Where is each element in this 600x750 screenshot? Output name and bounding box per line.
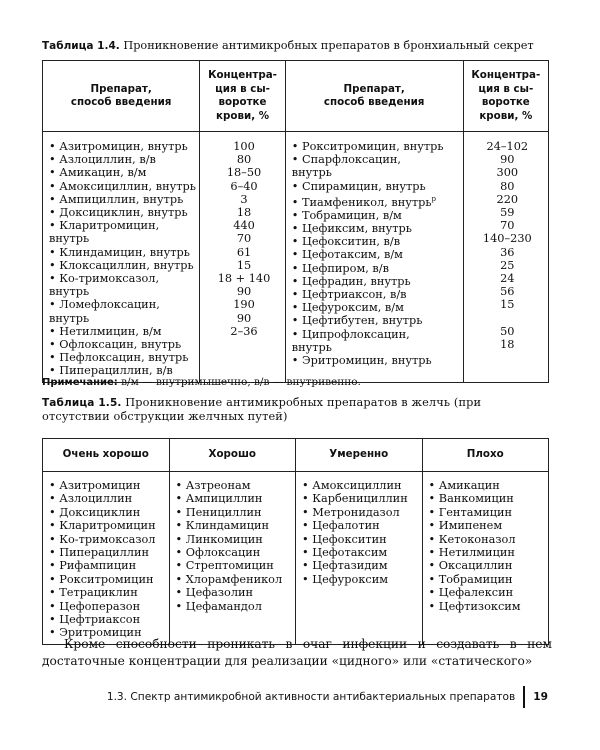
table-1-5 bbox=[42, 438, 549, 645]
drug-item: • Нетилмицин bbox=[428, 546, 515, 560]
concentration-value: 80 bbox=[236, 153, 252, 167]
drug-item: • Доксициклин bbox=[49, 505, 141, 519]
table-label: Таблица 1.5. bbox=[42, 397, 122, 409]
divider bbox=[523, 686, 525, 708]
column-header: Очень хорошо bbox=[43, 439, 170, 472]
drug-item: • Цефамандол bbox=[175, 599, 262, 613]
drug-item: • Ципрофлоксацин, внутрь bbox=[291, 327, 410, 354]
drug-name: Азитромицин bbox=[59, 479, 141, 492]
drug-name: Кларитромицин bbox=[59, 519, 156, 533]
drug-item: • Хлорамфеникол bbox=[175, 572, 283, 586]
concentration-value: 70 bbox=[500, 219, 515, 233]
drug-name: Амоксициллин, внутрь bbox=[59, 179, 196, 193]
concentration-value: 61 bbox=[236, 245, 252, 259]
column-items bbox=[169, 472, 296, 645]
drug-name: Цефтибутен, внутрь bbox=[301, 314, 423, 328]
drug-item: • Офлоксацин, внутрь bbox=[49, 338, 182, 352]
table-1-4-caption bbox=[42, 39, 552, 53]
drug-item: • Цефрадин, внутрь bbox=[291, 274, 411, 288]
drug-item: • Имипенем bbox=[428, 519, 503, 533]
drug-name: Ванкомицин bbox=[438, 492, 514, 506]
drug-name: Цефтизоксим bbox=[438, 599, 521, 613]
drug-name: Амикацин bbox=[438, 479, 500, 492]
concentration-value: 59 bbox=[500, 206, 515, 220]
drug-name: Цефрадин, внутрь bbox=[301, 274, 411, 288]
drug-name: Тетрациклин bbox=[59, 586, 138, 600]
drug-item: • Офлоксацин bbox=[175, 546, 261, 560]
concentration-value: 18–50 bbox=[226, 166, 262, 180]
drug-name: Ампициллин, внутрь bbox=[59, 192, 184, 206]
table-note bbox=[42, 376, 361, 388]
concentration-value: 24–102 bbox=[486, 140, 529, 153]
body-paragraph: Кроме способности проникать в очаг инфекции и создавать в нем достаточные концентрации для реализации «цидного» или «статического» bbox=[42, 637, 552, 668]
drug-item: • Кетоконазол bbox=[428, 532, 516, 546]
drug-item: • Амоксициллин bbox=[302, 479, 402, 492]
drug-name: Тобрамицин bbox=[438, 572, 513, 586]
drug-item: • Ломефлоксацин, внутрь bbox=[49, 298, 160, 325]
concentration-value: 15 bbox=[500, 298, 515, 312]
drug-item: • Цефтриаксон, в/в bbox=[291, 288, 407, 301]
drug-name: Цефоперазон bbox=[59, 599, 141, 613]
drug-names-left bbox=[43, 132, 200, 383]
drug-item: • Цефтибутен, внутрь bbox=[291, 314, 423, 328]
drug-name: Тиамфеникол, внутрь bbox=[301, 195, 432, 209]
concentration-value: 80 bbox=[500, 179, 515, 193]
drug-item: • Амикацин, в/м bbox=[49, 166, 147, 180]
drug-name: Доксициклин bbox=[59, 505, 141, 519]
column-items bbox=[422, 472, 549, 645]
concentration-value: 6–40 bbox=[230, 179, 258, 193]
drug-name: Цефуроксим bbox=[312, 572, 389, 586]
drug-name: Рифампицин bbox=[59, 559, 137, 573]
drug-name: Хлорамфеникол bbox=[185, 572, 283, 586]
drug-name: Стрептомицин bbox=[185, 559, 274, 573]
footnote-mark: р bbox=[431, 194, 437, 203]
drug-name: Азитромицин, внутрь bbox=[59, 140, 188, 153]
concentration-value: 440 bbox=[233, 219, 255, 233]
drug-name: Цефалотин bbox=[312, 519, 380, 533]
drug-name: Эритромицин bbox=[59, 626, 142, 640]
drug-name: Ампициллин bbox=[185, 492, 263, 506]
drug-name: Метронидазол bbox=[312, 505, 400, 519]
drug-name: Карбенициллин bbox=[312, 492, 408, 506]
concentrations-left bbox=[200, 132, 285, 383]
drug-item: • Тобрамицин, в/м bbox=[291, 208, 402, 222]
drug-name: Тобрамицин, в/м bbox=[301, 208, 402, 222]
concentration-value: 220 bbox=[496, 192, 519, 206]
drug-item: • Ампициллин bbox=[175, 492, 263, 506]
drug-item: • Азитромицин, внутрь bbox=[49, 140, 188, 153]
drug-name: Цефалексин bbox=[438, 586, 514, 600]
drug-item: • Цефотаксим bbox=[302, 546, 388, 560]
drug-name: Ко-тримоксазол bbox=[59, 532, 156, 546]
concentration-value: 90 bbox=[236, 311, 252, 325]
drug-item: • Цефотаксим, в/м bbox=[291, 248, 403, 262]
drug-item: • Тиамфеникол, внутрь$^р$ bbox=[291, 194, 437, 209]
note-text: в/м — внутримышечно, в/в — внутривенно. bbox=[117, 376, 361, 388]
drug-name: Кларитромицин, внутрь bbox=[49, 219, 160, 246]
drug-item: • Азитромицин bbox=[49, 479, 141, 492]
drug-name: Цефуроксим, в/м bbox=[301, 301, 404, 315]
concentration-value: 24 bbox=[500, 272, 515, 286]
drug-item: • Рокситромицин bbox=[49, 572, 154, 586]
drug-name: Амикацин, в/м bbox=[59, 166, 147, 180]
concentration-value: 36 bbox=[500, 245, 515, 259]
concentration-value: 18 bbox=[500, 338, 515, 352]
drug-item: • Кларитромицин, внутрь bbox=[49, 219, 160, 246]
drug-name: Спарфлоксацин, внутрь bbox=[291, 153, 401, 180]
drug-item: • Цефалотин bbox=[302, 519, 380, 533]
column-header: Плохо bbox=[422, 439, 549, 472]
drug-name: Спирамицин, внутрь bbox=[301, 179, 426, 193]
drug-item: • Спирамицин, внутрь bbox=[291, 179, 426, 193]
concentration-value: 190 bbox=[233, 298, 255, 312]
concentration-value: 100 bbox=[233, 140, 255, 153]
column-header: Концентра- ция в сы- воротке крови, % bbox=[200, 61, 285, 132]
drug-item: • Пиперациллин, в/в bbox=[49, 364, 173, 378]
table-title: Проникновение антимикробных препаратов в желчь (при отсутствии обструкции желчных путей) bbox=[42, 396, 482, 423]
concentration-value: 50 bbox=[500, 324, 515, 338]
column-header: Препарат, способ введения bbox=[285, 61, 463, 132]
drug-name: Эритромицин, внутрь bbox=[301, 354, 432, 368]
drug-item: • Клоксациллин, внутрь bbox=[49, 258, 194, 272]
concentration-value: 90 bbox=[236, 285, 252, 299]
note-label: Примечание: bbox=[42, 377, 118, 388]
drug-item: • Пиперациллин bbox=[49, 546, 150, 560]
concentration-value: 3 bbox=[240, 192, 248, 206]
drug-name: Цефтазидим bbox=[312, 559, 388, 573]
drug-item: • Спарфлоксацин, внутрь bbox=[291, 153, 401, 180]
drug-item: • Ко-тримоксазол, внутрь bbox=[49, 272, 160, 299]
drug-name: Пиперациллин, в/в bbox=[59, 364, 173, 378]
drug-name: Линкомицин bbox=[185, 532, 263, 546]
concentration-value: 18 bbox=[236, 206, 252, 220]
concentration-value: 2–36 bbox=[230, 324, 258, 338]
drug-name: Азлоциллин bbox=[59, 492, 133, 506]
concentration-value: 56 bbox=[500, 285, 515, 299]
drug-name: Кетоконазол bbox=[438, 532, 516, 546]
drug-item: • Клиндамицин, внутрь bbox=[49, 245, 190, 259]
table-1-5-caption bbox=[42, 396, 552, 424]
drug-name: Цефокситин, в/в bbox=[301, 235, 401, 249]
drug-item: • Цефокситин bbox=[302, 532, 387, 546]
column-header: Концентра- ция в сы- воротке крови, % bbox=[463, 61, 548, 132]
drug-item: • Азлоциллин bbox=[49, 492, 133, 506]
drug-name: Цефотаксим, в/м bbox=[301, 248, 403, 262]
drug-item: • Рифампицин bbox=[49, 559, 137, 573]
drug-name: Рокситромицин bbox=[59, 572, 154, 586]
page-footer bbox=[107, 686, 548, 708]
drug-name: Нетилмицин bbox=[438, 546, 515, 560]
table-1-4 bbox=[42, 60, 549, 383]
drug-item: • Цефазолин bbox=[175, 586, 254, 600]
page-number: 19 bbox=[533, 691, 548, 703]
drug-item: • Эритромицин, внутрь bbox=[291, 354, 432, 368]
concentration-value: 18 + 140 bbox=[217, 272, 271, 286]
table-label: Таблица 1.4. bbox=[42, 40, 120, 52]
drug-item: • Ко-тримоксазол bbox=[49, 532, 156, 546]
drug-item: • Стрептомицин bbox=[175, 559, 274, 573]
drug-item: • Карбенициллин bbox=[302, 492, 408, 506]
concentrations-right bbox=[463, 132, 548, 383]
drug-item: • Тетрациклин bbox=[49, 586, 138, 600]
column-header: Хорошо bbox=[169, 439, 296, 472]
table-title: Проникновение антимикробных препаратов в бронхиальный секрет bbox=[123, 39, 534, 52]
drug-name: Пефлоксацин, внутрь bbox=[59, 351, 189, 365]
drug-item: • Амоксициллин, внутрь bbox=[49, 179, 196, 193]
concentration-value: 15 bbox=[236, 258, 252, 272]
drug-name: Ципрофлоксацин, внутрь bbox=[291, 327, 410, 354]
drug-name: Клиндамицин, внутрь bbox=[59, 245, 190, 259]
drug-item: • Рокситромицин, внутрь bbox=[291, 140, 444, 153]
drug-item: • Азлоциллин, в/в bbox=[49, 153, 156, 167]
drug-name: Цефтриаксон, в/в bbox=[301, 288, 407, 301]
drug-name: Доксициклин, внутрь bbox=[59, 206, 188, 220]
drug-name: Офлоксацин bbox=[185, 546, 261, 560]
drug-name: Цефокситин bbox=[312, 532, 387, 546]
drug-name: Азлоциллин, в/в bbox=[59, 153, 156, 167]
column-items bbox=[296, 472, 423, 645]
drug-name: Рокситромицин, внутрь bbox=[301, 140, 444, 153]
drug-name: Ломефлоксацин, внутрь bbox=[49, 298, 160, 325]
concentration-value: 90 bbox=[500, 153, 515, 167]
drug-name: Пиперациллин bbox=[59, 546, 150, 560]
column-header: Препарат, способ введения bbox=[43, 61, 200, 132]
drug-name: Офлоксацин, внутрь bbox=[59, 338, 182, 352]
concentration-value: 70 bbox=[236, 232, 252, 246]
drug-item: • Метронидазол bbox=[302, 505, 400, 519]
drug-item: • Линкомицин bbox=[175, 532, 263, 546]
drug-name: Азтреонам bbox=[185, 479, 251, 492]
drug-item: • Цефуроксим, в/м bbox=[291, 301, 404, 315]
drug-name: Гентамицин bbox=[438, 505, 513, 519]
drug-item: • Пефлоксацин, внутрь bbox=[49, 351, 189, 365]
drug-item: • Цефокситин, в/в bbox=[291, 235, 401, 249]
drug-item: • Ванкомицин bbox=[428, 492, 514, 506]
drug-item: • Доксициклин, внутрь bbox=[49, 206, 188, 220]
drug-item: • Ампициллин, внутрь bbox=[49, 192, 184, 206]
drug-item: • Эритромицин bbox=[49, 626, 142, 640]
drug-item: • Цефтриаксон bbox=[49, 613, 141, 627]
drug-name: Цефамандол bbox=[185, 599, 262, 613]
drug-name: Пенициллин bbox=[185, 505, 262, 519]
drug-item: • Амикацин bbox=[428, 479, 500, 492]
drug-name: Цефтриаксон bbox=[59, 613, 141, 627]
drug-item: • Гентамицин bbox=[428, 505, 513, 519]
drug-item: • Цефтазидим bbox=[302, 559, 388, 573]
drug-item: • Тобрамицин bbox=[428, 572, 513, 586]
drug-item: • Пенициллин bbox=[175, 505, 262, 519]
drug-item: • Азтреонам bbox=[175, 479, 251, 492]
drug-item: • Цефтизоксим bbox=[428, 599, 521, 613]
drug-item: • Клиндамицин bbox=[175, 519, 270, 533]
drug-name: Цефазолин bbox=[185, 586, 254, 600]
drug-item: • Оксациллин bbox=[428, 559, 513, 573]
drug-item: • Цефуроксим bbox=[302, 572, 389, 586]
drug-name: Цефотаксим bbox=[312, 546, 388, 560]
column-items bbox=[43, 472, 170, 645]
drug-name: Клоксациллин, внутрь bbox=[59, 258, 194, 272]
drug-names-right bbox=[285, 132, 463, 383]
drug-item: • Цефоперазон bbox=[49, 599, 141, 613]
drug-item: • Цефпиром, в/в bbox=[291, 261, 389, 275]
drug-name: Цефиксим, внутрь bbox=[301, 221, 412, 235]
concentration-value: 300 bbox=[496, 166, 519, 180]
drug-name: Оксациллин bbox=[438, 559, 513, 573]
drug-item: • Кларитромицин bbox=[49, 519, 156, 533]
drug-name: Амоксициллин bbox=[312, 479, 402, 492]
drug-name: Клиндамицин bbox=[185, 519, 270, 533]
drug-name: Цефпиром, в/в bbox=[301, 261, 389, 275]
running-header: 1.3. Спектр антимикробной активности антибактериальных препаратов bbox=[106, 691, 516, 703]
drug-item: • Цефалексин bbox=[428, 586, 514, 600]
concentration-value: 140–230 bbox=[482, 232, 532, 246]
drug-name: Имипенем bbox=[438, 519, 503, 533]
drug-name: Ко-тримоксазол, внутрь bbox=[49, 272, 160, 299]
column-header: Умеренно bbox=[296, 439, 423, 472]
concentration-value: 25 bbox=[500, 258, 515, 272]
drug-item: • Цефиксим, внутрь bbox=[291, 221, 412, 235]
drug-name: Нетилмицин, в/м bbox=[59, 324, 162, 338]
drug-item: • Нетилмицин, в/м bbox=[49, 324, 162, 338]
